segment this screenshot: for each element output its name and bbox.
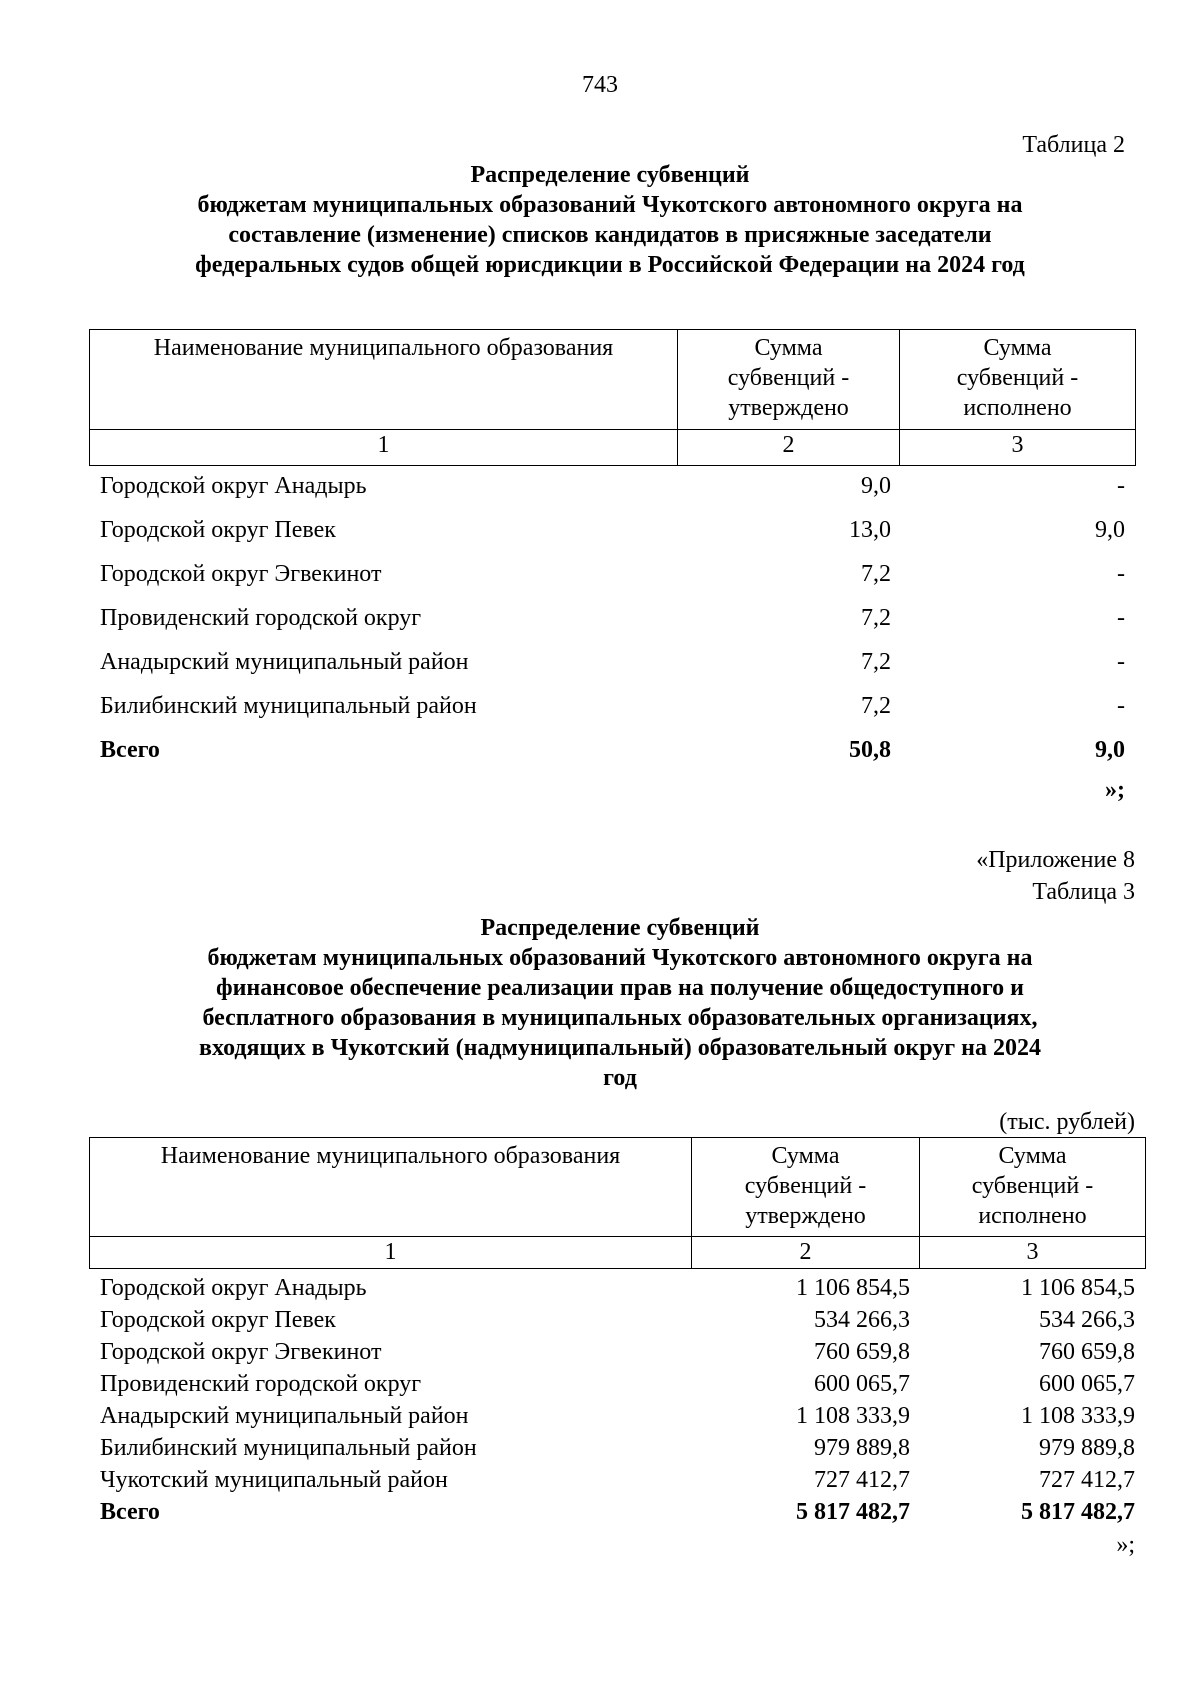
table3-closing-quote: »; bbox=[1116, 1532, 1135, 1558]
appendix-label: «Приложение 8 bbox=[976, 847, 1135, 873]
table2-row bbox=[100, 603, 1125, 633]
table3-row bbox=[100, 1305, 1135, 1335]
table2-title-line: федеральных судов общей юрисдикции в Российской Федерации на 2024 год bbox=[195, 252, 1025, 278]
row-executed: - bbox=[1117, 693, 1125, 719]
row-name: Городской округ Певек bbox=[100, 517, 336, 543]
row-executed: 979 889,8 bbox=[1039, 1435, 1135, 1461]
table2-closing-quote: »; bbox=[1105, 777, 1125, 803]
table3-title bbox=[60, 913, 1180, 1093]
page-number: 743 bbox=[582, 72, 618, 98]
row-approved: 1 106 854,5 bbox=[796, 1275, 910, 1301]
row-approved: 600 065,7 bbox=[814, 1371, 910, 1397]
row-approved: 534 266,3 bbox=[814, 1307, 910, 1333]
row-name: Городской округ Анадырь bbox=[100, 1275, 367, 1301]
row-name: Городской округ Эгвекинот bbox=[100, 1339, 382, 1365]
table3-label: Таблица 3 bbox=[1032, 879, 1135, 905]
row-approved: 7,2 bbox=[861, 693, 891, 719]
table2-header-name: Наименование муниципального образования bbox=[90, 330, 678, 430]
table3-row bbox=[100, 1433, 1135, 1463]
row-name: Анадырский муниципальный район bbox=[100, 649, 469, 675]
table2-title-line: составление (изменение) списков кандидатов в присяжные заседатели bbox=[228, 222, 992, 248]
table2-row bbox=[100, 471, 1125, 501]
table3-title-line: год bbox=[603, 1065, 637, 1091]
row-name: Чукотский муниципальный район bbox=[100, 1467, 448, 1493]
table2-row bbox=[100, 559, 1125, 589]
row-name: Городской округ Эгвекинот bbox=[100, 561, 382, 587]
row-name: Билибинский муниципальный район bbox=[100, 693, 477, 719]
table3-title-line: бесплатного образования в муниципальных образовательных организациях, bbox=[202, 1005, 1038, 1031]
table2-col-num-1: 1 bbox=[90, 430, 678, 466]
table3-col-num-2: 2 bbox=[692, 1237, 920, 1269]
total-label: Всего bbox=[100, 1499, 160, 1525]
row-executed: - bbox=[1117, 605, 1125, 631]
table3-title-line: бюджетам муниципальных образований Чукотского автономного округа на bbox=[207, 945, 1033, 971]
table3-header-executed: Сумма субвенций - исполнено bbox=[920, 1138, 1146, 1237]
row-approved: 13,0 bbox=[849, 517, 891, 543]
row-executed: 9,0 bbox=[1095, 517, 1125, 543]
row-approved: 7,2 bbox=[861, 605, 891, 631]
row-approved: 7,2 bbox=[861, 649, 891, 675]
row-approved: 979 889,8 bbox=[814, 1435, 910, 1461]
table2-header bbox=[89, 329, 1136, 466]
table2-header-executed: Сумма субвенций - исполнено bbox=[900, 330, 1136, 430]
table2-title bbox=[60, 160, 1160, 280]
total-executed: 9,0 bbox=[1095, 737, 1125, 763]
table3-row bbox=[100, 1273, 1135, 1303]
table2-label: Таблица 2 bbox=[1022, 132, 1125, 158]
table2-row bbox=[100, 691, 1125, 721]
table3-header bbox=[89, 1137, 1146, 1269]
table3-col-num-3: 3 bbox=[920, 1237, 1146, 1269]
total-executed: 5 817 482,7 bbox=[1021, 1499, 1135, 1525]
row-executed: - bbox=[1117, 473, 1125, 499]
row-executed: - bbox=[1117, 561, 1125, 587]
table3-col-num-1: 1 bbox=[90, 1237, 692, 1269]
row-name: Провиденский городской округ bbox=[100, 605, 422, 631]
row-executed: 600 065,7 bbox=[1039, 1371, 1135, 1397]
table3-header-approved: Сумма субвенций - утверждено bbox=[692, 1138, 920, 1237]
table2-title-line: бюджетам муниципальных образований Чукотского автономного округа на bbox=[197, 192, 1023, 218]
row-approved: 760 659,8 bbox=[814, 1339, 910, 1365]
table3-title-line: входящих в Чукотский (надмуниципальный) образовательный округ на 2024 bbox=[199, 1035, 1041, 1061]
table3-row bbox=[100, 1337, 1135, 1367]
row-executed: 727 412,7 bbox=[1039, 1467, 1135, 1493]
table3-header-name: Наименование муниципального образования bbox=[90, 1138, 692, 1237]
row-executed: 1 108 333,9 bbox=[1021, 1403, 1135, 1429]
table2-total-row bbox=[100, 735, 1125, 765]
total-approved: 5 817 482,7 bbox=[796, 1499, 910, 1525]
table2-title-line: Распределение субвенций bbox=[470, 162, 750, 188]
row-name: Анадырский муниципальный район bbox=[100, 1403, 469, 1429]
total-approved: 50,8 bbox=[849, 737, 891, 763]
table3-row bbox=[100, 1465, 1135, 1495]
table2-row bbox=[100, 647, 1125, 677]
row-name: Городской округ Анадырь bbox=[100, 473, 367, 499]
row-executed: 1 106 854,5 bbox=[1021, 1275, 1135, 1301]
row-approved: 1 108 333,9 bbox=[796, 1403, 910, 1429]
row-name: Билибинский муниципальный район bbox=[100, 1435, 477, 1461]
row-name: Провиденский городской округ bbox=[100, 1371, 422, 1397]
table3-title-line: финансовое обеспечение реализации прав на получение общедоступного и bbox=[216, 975, 1024, 1001]
table3-row bbox=[100, 1369, 1135, 1399]
row-approved: 7,2 bbox=[861, 561, 891, 587]
row-executed: 760 659,8 bbox=[1039, 1339, 1135, 1365]
row-executed: - bbox=[1117, 649, 1125, 675]
table2-col-num-2: 2 bbox=[678, 430, 900, 466]
total-label: Всего bbox=[100, 737, 160, 763]
table3-total-row bbox=[100, 1497, 1135, 1527]
table3-row bbox=[100, 1401, 1135, 1431]
table2-row bbox=[100, 515, 1125, 545]
table2-header-approved: Сумма субвенций - утверждено bbox=[678, 330, 900, 430]
units-label: (тыс. рублей) bbox=[999, 1109, 1135, 1135]
row-approved: 727 412,7 bbox=[814, 1467, 910, 1493]
table2-col-num-3: 3 bbox=[900, 430, 1136, 466]
row-approved: 9,0 bbox=[861, 473, 891, 499]
table3-title-line: Распределение субвенций bbox=[480, 915, 760, 941]
row-executed: 534 266,3 bbox=[1039, 1307, 1135, 1333]
row-name: Городской округ Певек bbox=[100, 1307, 336, 1333]
